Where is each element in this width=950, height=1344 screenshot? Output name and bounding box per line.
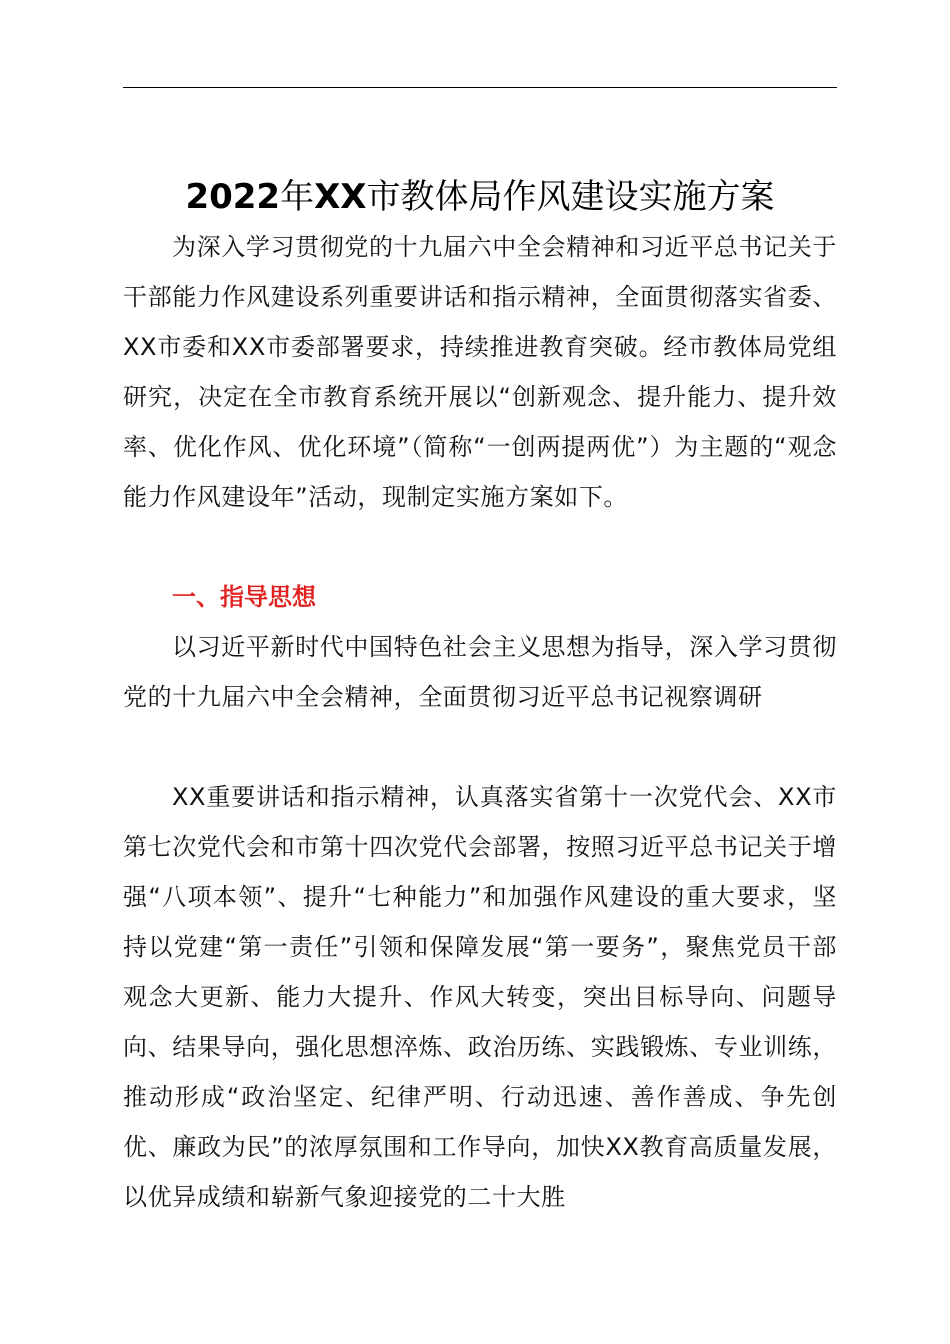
guiding-paragraph-1: 以习近平新时代中国特色社会主义思想为指导，深入学习贯彻党的十九届六中全会精神，全面贯彻习近平总书记视察调研	[123, 633, 837, 711]
section-heading-guiding-ideology: 一、指导思想	[172, 583, 316, 611]
document-title	[123, 171, 837, 223]
title-rest: 市教体局作风建设实施方案	[366, 176, 775, 217]
header-rule	[123, 87, 837, 88]
title-year: 2022	[185, 176, 281, 217]
intro-paragraph: 为深入学习贯彻党的十九届六中全会精神和习近平总书记关于干部能力作风建设系列重要讲话和指示精神，全面贯彻落实省委、XX市委和XX市委部署要求，持续推进教育突破。经市教体局党组研究，决定在全市教育系统开展以“创新观念、提升能力、提升效率、优化作风、优化环境”（简称“一创两提两优”）为主题的“观念能力作风建设年”活动，现制定实施方案如下。	[123, 233, 837, 511]
title-city: XX	[314, 176, 367, 217]
title-year-suffix: 年	[280, 176, 315, 217]
guiding-paragraph-2: XX重要讲话和指示精神，认真落实省第十一次党代会、XX市第七次党代会和市第十四次党代会部署，按照习近平总书记关于增强“八项本领”、提升“七种能力”和加强作风建设的重大要求，坚持以党建“第一责任”引领和保障发展“第一要务”，聚焦党员干部观念大更新、能力大提升、作风大转变，突出目标导向、问题导向、结果导向，强化思想淬炼、政治历练、实践锻炼、专业训练，推动形成“政治坚定、纪律严明、行动迅速、善作善成、争先创优、廉政为民”的浓厚氛围和工作导向，加快XX教育高质量发展，以优异成绩和崭新气象迎接党的二十大胜	[123, 783, 837, 1211]
